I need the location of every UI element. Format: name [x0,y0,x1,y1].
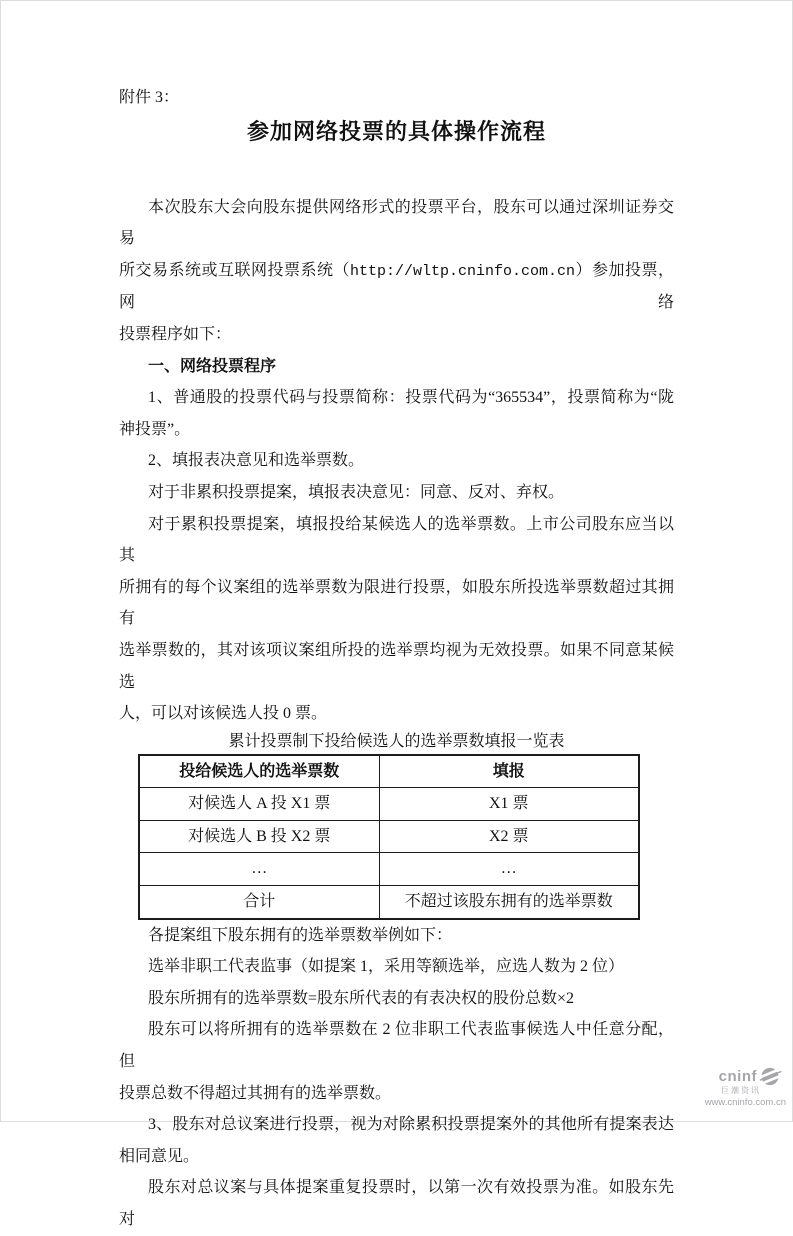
text-line: 选举票数的，其对该项议案组所投的选举票均视为无效投票。如果不同意某候选 [119,641,674,691]
document-content [1,1,792,1236]
text-line: 2、填报表决意见和选举票数。 [148,452,365,470]
document-body [119,192,674,1236]
text-line: 投票总数不得超过其拥有的选举票数。 [119,1084,392,1102]
table-header-cell: 填报 [379,755,639,788]
text-line: 选举非职工代表监事（如提案 1，采用等额选举，应选人数为 2 位） [148,958,625,976]
text-line: 对于累积投票提案，填报投给某候选人的选举票数。上市公司股东应当以其 [119,515,674,565]
cninfo-brand-text: cninf [718,1067,757,1085]
table-row [139,853,639,886]
text-line: 投票程序如下： [119,325,232,343]
cninfo-website: www.cninfo.com.cn [704,1096,786,1108]
text-line: 各提案组下股东拥有的选举票数举例如下： [148,926,453,944]
document-title: 参加网络投票的具体操作流程 [246,118,546,144]
cninfo-brand-row [698,1067,788,1086]
table-cell: X2 票 [379,820,639,853]
table-cell: … [139,853,379,886]
cninfo-logo [698,1067,788,1108]
cninfo-chinese-name: 巨潮资讯 [721,1085,761,1095]
text-line: 相同意见。 [119,1147,200,1165]
text-line: 1、普通股的投票代码与投票简称：投票代码为“365534”，投票简称为“陇 [148,389,674,407]
table-cell: … [379,853,639,886]
table-header-row [139,755,639,788]
text-line: 对于非累积投票提案，填报表决意见：同意、反对、弃权。 [148,483,565,501]
table-cell: 对候选人 B 投 X2 票 [139,820,379,853]
table-cell: X1 票 [379,788,639,821]
text-segment: ）参加投票，网络 [119,261,674,312]
table-header-cell: 投给候选人的选举票数 [139,755,379,788]
attachment-label: 附件 3： [119,89,180,106]
text-line: 人，可以对该候选人投 0 票。 [119,705,328,723]
table-row [139,820,639,853]
table-caption: 累计投票制下投给候选人的选举票数填报一览表 [228,732,565,750]
table-row [139,788,639,821]
text-line: 股东对总议案与具体提案重复投票时，以第一次有效投票为准。如股东先对 [119,1179,674,1228]
text-line: 神投票”。 [119,420,191,438]
text-segment: 所交易系统或互联网投票系统（ [119,261,350,279]
text-line: 所拥有的每个议案组的选举票数为限进行投票，如股东所投选举票数超过其拥有 [119,578,674,628]
section-heading: 一、网络投票程序 [148,357,277,375]
table-cell: 合计 [139,886,379,919]
table-row [139,886,639,919]
text-line: 本次股东大会向股东提供网络形式的投票平台，股东可以通过深圳证券交易 [119,198,674,248]
table-cell: 对候选人 A 投 X1 票 [139,788,379,821]
text-line: 3、股东对总议案进行投票，视为对除累积投票提案外的其他所有提案表达 [148,1116,674,1134]
cninfo-globe-icon [759,1067,782,1086]
text-line: 股东可以将所拥有的选举票数在 2 位非职工代表监事候选人中任意分配，但 [119,1021,674,1071]
text-line [119,255,674,319]
text-line: 股东所拥有的选举票数=股东所代表的有表决权的股份总数×2 [148,989,575,1007]
table-cell: 不超过该股东拥有的选举票数 [379,886,639,919]
vote-table [138,754,640,920]
voting-url: http://wltp.cninfo.com.cn [349,262,575,280]
